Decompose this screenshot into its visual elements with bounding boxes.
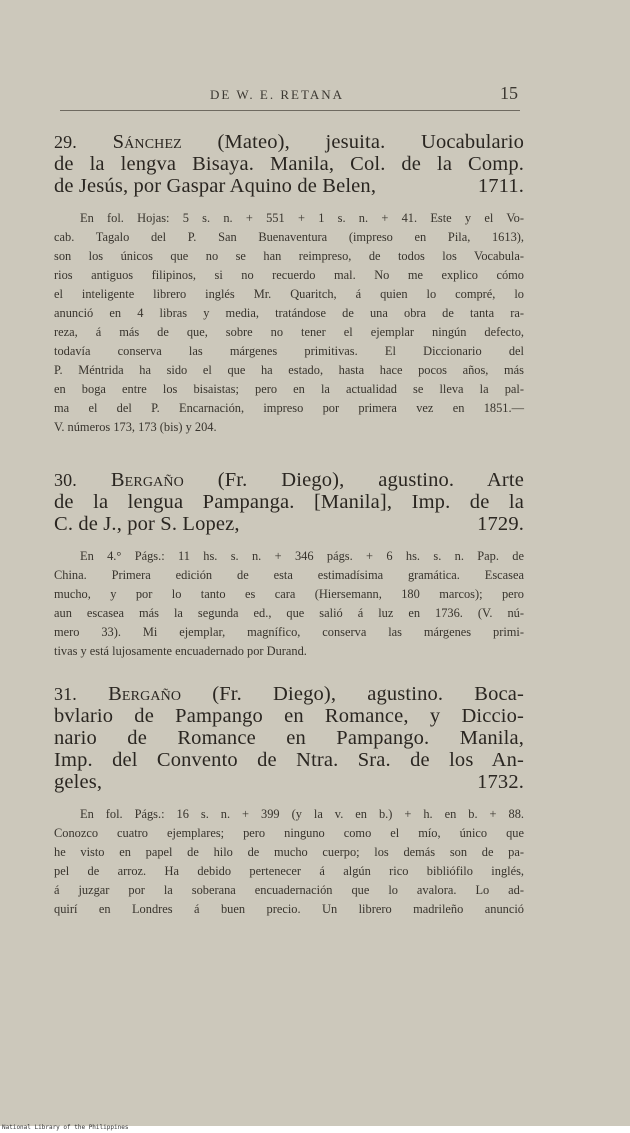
catalog-entry-30 [54, 469, 524, 661]
note-line: rios antiguos filipinos, si no recuerdo mal. No me explico cómo [54, 268, 524, 282]
entry-title [54, 683, 524, 793]
note-line: son los únicos que no se han reimpreso, de todos los Vocabula- [54, 249, 524, 263]
title-line: de Jesús, por Gaspar Aquino de Belen, [54, 175, 377, 197]
page-header [60, 83, 520, 111]
title-line: geles, [54, 771, 103, 793]
entry-number: 30. [54, 470, 77, 490]
entry-author: Bergaño [110, 469, 184, 491]
note-line: En fol. Págs.: 16 s. n. + 399 (y la v. en b.) + h. en b. + 88. [80, 807, 524, 821]
title-last-line [54, 513, 524, 535]
entry-title [54, 469, 524, 535]
note-line: todavía conserva las márgenes primitivas. El Diccionario del [54, 344, 524, 358]
entry-year: 1729. [477, 513, 524, 535]
title-last-line [54, 771, 524, 793]
title-line: nario de Romance en Pampango. Manila, [54, 727, 524, 749]
title-last-line [54, 175, 524, 197]
entry-number: 31. [54, 684, 77, 704]
note-line: En fol. Hojas: 5 s. n. + 551 + 1 s. n. + 41. Este y el Vo- [80, 211, 524, 225]
note-line: ma el del P. Encarnación, impreso por primera vez en 1851.— [54, 401, 524, 415]
note-line: P. Méntrida ha sido el que ha estado, hasta hace pocos años, más [54, 363, 524, 377]
page-number: 15 [500, 83, 518, 103]
library-attribution: National Library of the Philippines [2, 1124, 129, 1131]
note-line: tivas y está lujosamente encuadernado por Durand. [54, 644, 307, 658]
entry-year: 1711. [477, 175, 524, 197]
title-line: (Fr. Diego), agustino. Arte [217, 469, 524, 491]
note-line: mucho, y por lo tanto es cara (Hiersemann, 180 marcos); pero [54, 587, 524, 601]
note-line: V. números 173, 173 (bis) y 204. [54, 420, 217, 434]
title-line: C. de J., por S. Lopez, [54, 513, 240, 535]
scan-footer [0, 1126, 630, 1133]
note-line: en boga entre los bisaistas; pero en la actualidad se lleva la pal- [54, 382, 524, 396]
title-line: de la lengva Bisaya. Manila, Col. de la Comp. [54, 153, 524, 175]
note-line: China. Primera edición de esta estimadísima gramática. Escasea [54, 568, 524, 582]
title-line: (Fr. Diego), agustino. Boca- [212, 683, 525, 705]
entry-note [54, 209, 524, 437]
entry-author: Bergaño [108, 683, 182, 705]
entry-title [54, 131, 524, 197]
title-line: (Mateo), jesuita. Uocabulario [217, 131, 525, 153]
note-line: pel de arroz. Ha debido pertenecer á algún rico bibliófilo inglés, [54, 864, 524, 878]
note-line: Conozco cuatro ejemplares; pero ninguno como el mío, único que [54, 826, 524, 840]
note-line: En 4.° Págs.: 11 hs. s. n. + 346 págs. + 6 hs. s. n. Pap. de [80, 549, 524, 563]
note-line: he visto en papel de hilo de mucho cuerpo; los demás son de pa- [54, 845, 524, 859]
title-line: bvlario de Pampango en Romance, y Diccio- [54, 705, 524, 727]
entry-year: 1732. [477, 771, 524, 793]
note-line: aun escasea más la segunda ed., que salió á luz en 1736. (V. nú- [54, 606, 524, 620]
note-line: cab. Tagalo del P. San Buenaventura (impreso en Pila, 1613), [54, 230, 524, 244]
catalog-entry-31 [54, 683, 524, 919]
entry-note [54, 805, 524, 919]
catalog-entry-29 [54, 131, 524, 437]
note-line: el inteligente librero inglés Mr. Quaritch, á quien lo compré, lo [54, 287, 524, 301]
note-line: reza, á más de que, sobre no tener el ejemplar ningún defecto, [54, 325, 524, 339]
entry-note [54, 547, 524, 661]
entry-number: 29. [54, 132, 77, 152]
entry-author: Sánchez [112, 131, 182, 153]
note-line: anunció en 4 libras y media, tratándose de una obra de tanta ra- [54, 306, 524, 320]
note-line: á juzgar por la soberana encuadernación que lo avalora. Lo ad- [54, 883, 524, 897]
note-line: mero 33). Mi ejemplar, magnífico, conserva las márgenes primi- [54, 625, 524, 639]
running-head: DE W. E. RETANA [210, 87, 345, 102]
title-line: de la lengua Pampanga. [Manila], Imp. de la [54, 491, 524, 513]
title-line: Imp. del Convento de Ntra. Sra. de los An- [54, 749, 524, 771]
note-line: quirí en Londres á buen precio. Un librero madrileño anunció [54, 902, 524, 916]
